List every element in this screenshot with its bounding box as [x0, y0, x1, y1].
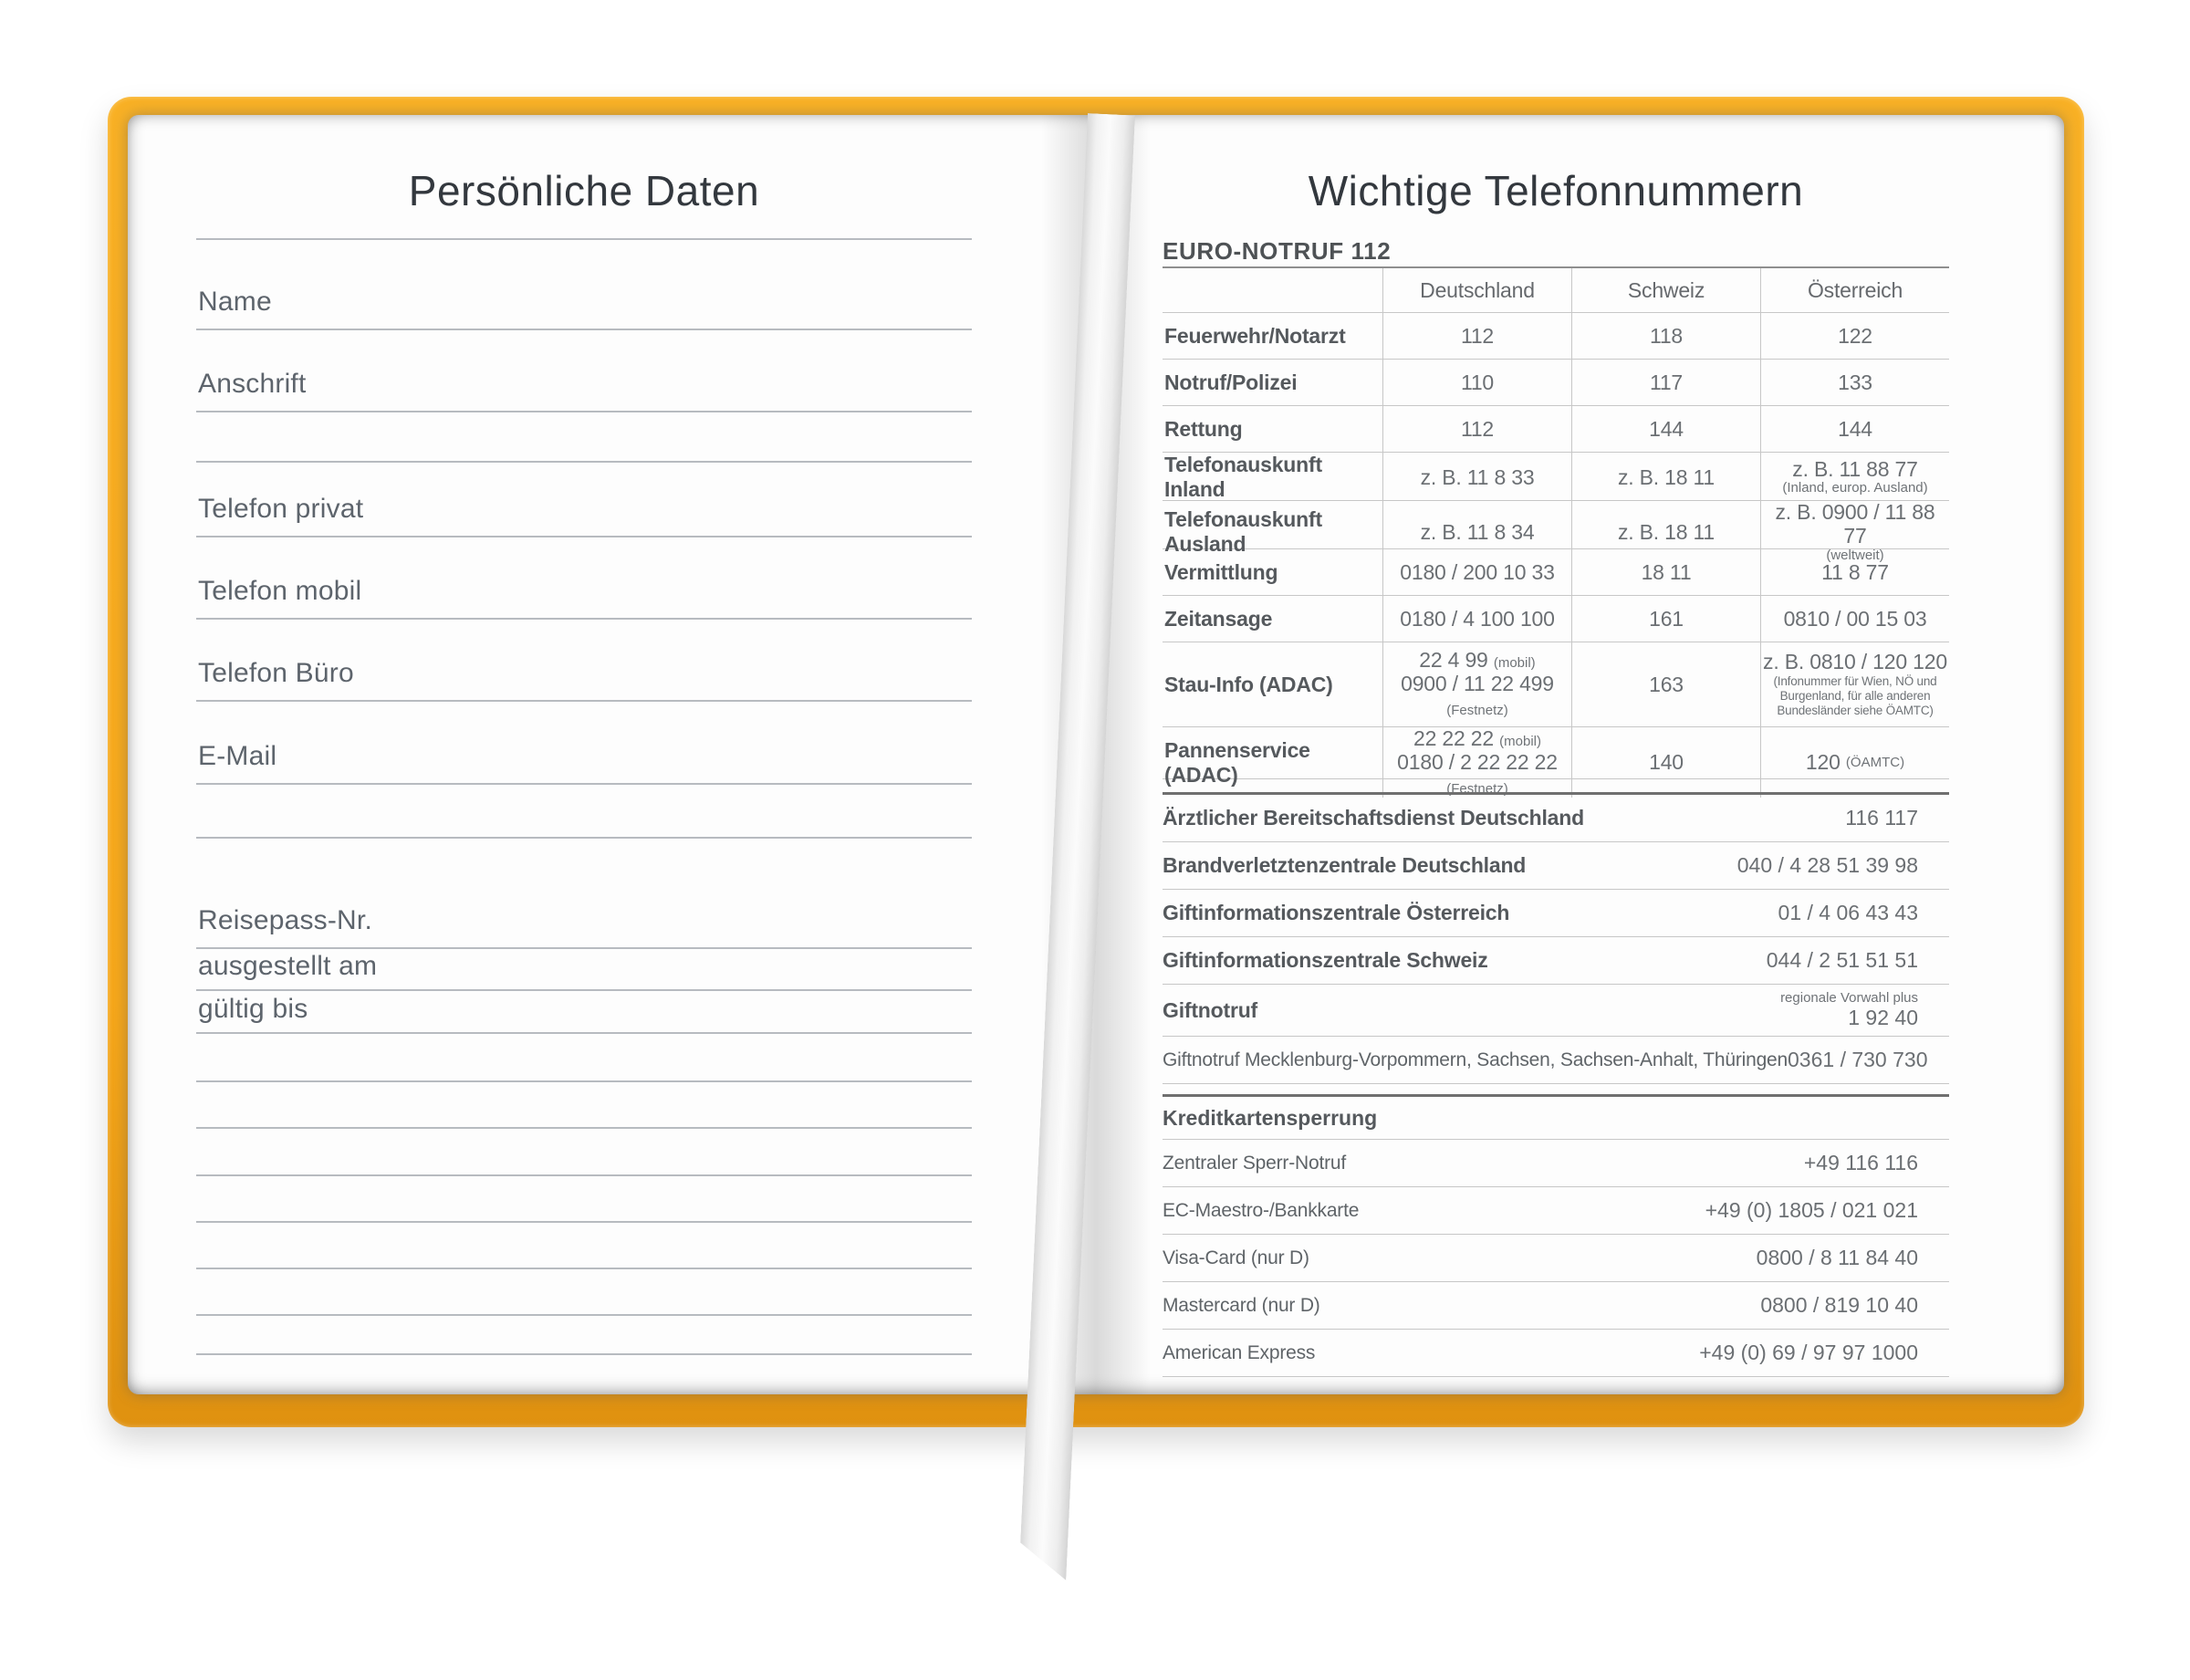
ruled-line [196, 1032, 972, 1034]
cell-at-value: 120 [1805, 750, 1841, 775]
ruled-line [196, 1080, 972, 1082]
cell-at: 133 [1760, 360, 1949, 405]
list-row [1163, 842, 1949, 890]
list-row [1163, 985, 1949, 1037]
list-value-note: regionale Vorwahl plus [1780, 990, 1918, 1007]
table-row [1163, 313, 1949, 360]
cell-de-line1: 22 4 99 (mobil) [1419, 648, 1536, 673]
cell-de: 110 [1382, 360, 1571, 405]
field-label-telefon-privat: Telefon privat [198, 494, 364, 524]
ruled-line [196, 329, 972, 330]
list-label: Giftnotruf [1163, 997, 1258, 1022]
cell-de: 0180 / 4 100 100 [1382, 596, 1571, 642]
list-value: +49 116 116 [1803, 1151, 1918, 1174]
cell-de: 0180 / 200 10 33 [1382, 549, 1571, 595]
cell-de: 112 [1382, 406, 1571, 452]
cell-de [1382, 642, 1571, 726]
list-label: Brandverletztenzentrale Deutschland [1163, 853, 1527, 877]
list-label: Mastercard (nur D) [1163, 1294, 1320, 1316]
list-row [1163, 1282, 1949, 1330]
cell-ch: 18 11 [1571, 549, 1760, 595]
cell-at: 11 8 77 [1760, 549, 1949, 595]
list-value: +49 (0) 1805 / 021 021 [1705, 1198, 1918, 1222]
table-header-deutschland: Deutschland [1382, 268, 1571, 312]
list-value: 0800 / 8 11 84 40 [1756, 1246, 1918, 1269]
list-value: +49 (0) 69 / 97 97 1000 [1699, 1341, 1918, 1364]
cell-at-value: z. B. 11 88 77 [1792, 456, 1918, 481]
cell-de: z. B. 11 8 34 [1382, 501, 1571, 563]
cell-at-value: z. B. 0900 / 11 88 77 [1775, 500, 1935, 548]
ruled-line [196, 618, 972, 620]
cell-de-line2: 0180 / 2 22 22 22 (Festnetz) [1397, 749, 1558, 797]
cell-de: z. B. 11 8 33 [1382, 453, 1571, 502]
row-label: Stau-Info (ADAC) [1164, 672, 1333, 696]
ruled-line [196, 238, 972, 240]
field-label-reisepass: Reisepass-Nr. [198, 905, 372, 935]
cell-de-line1: 22 22 22 (mobil) [1413, 726, 1541, 750]
table-row [1163, 596, 1949, 642]
field-label-telefon-mobil: Telefon mobil [198, 576, 362, 606]
cell-ch: 161 [1571, 596, 1760, 642]
cell-ch: 144 [1571, 406, 1760, 452]
emergency-numbers-table [1163, 266, 1949, 797]
row-label: Zeitansage [1164, 606, 1273, 631]
cell-ch: 118 [1571, 313, 1760, 359]
cell-ch: 140 [1571, 727, 1760, 798]
table-header-schweiz: Schweiz [1571, 268, 1760, 312]
list-value: 044 / 2 51 51 51 [1766, 948, 1918, 972]
cell-at-value: z. B. 0810 / 120 120 [1763, 650, 1947, 674]
cell-de-line2: 0900 / 11 22 499 (Festnetz) [1401, 672, 1554, 718]
list-row [1163, 1330, 1949, 1377]
cell-ch: 163 [1571, 642, 1760, 726]
cell-at-note: (ÖAMTC) [1845, 755, 1905, 771]
ruled-line [196, 989, 972, 991]
list-value: 0361 / 730 730 [1788, 1048, 1928, 1071]
cell-at [1760, 453, 1949, 502]
ruled-line [196, 1174, 972, 1176]
table-row [1163, 726, 1949, 797]
list-label: Giftnotruf Mecklenburg-Vorpommern, Sachsen, Sachsen-Anhalt, Thüringen [1163, 1049, 1788, 1070]
table-row [1163, 406, 1949, 453]
ruled-line [196, 700, 972, 702]
list-row [1163, 937, 1949, 985]
list-value: 040 / 4 28 51 39 98 [1736, 853, 1918, 877]
list-label: American Express [1163, 1341, 1316, 1363]
cell-at [1760, 642, 1949, 726]
list-value [1780, 991, 1949, 1029]
list-row [1163, 1037, 1949, 1084]
ruled-line [196, 837, 972, 839]
row-label: Telefonauskunft Inland [1164, 453, 1322, 501]
table-row [1163, 360, 1949, 406]
emergency-services-list [1163, 792, 1949, 1084]
euro-notruf-heading: EURO-NOTRUF 112 [1163, 237, 1392, 265]
ruled-line [196, 947, 972, 949]
right-page [1163, 115, 1949, 1394]
list-value: 116 117 [1845, 806, 1918, 830]
cell-de: 112 [1382, 313, 1571, 359]
list-value-number: 1 92 40 [1848, 1005, 1918, 1029]
field-label-telefon-buero: Telefon Büro [198, 658, 354, 688]
row-label: Telefonauskunft Ausland [1164, 507, 1322, 557]
cell-ch: z. B. 18 11 [1571, 453, 1760, 502]
cell-de [1382, 727, 1571, 798]
cell-at-note: (weltweit) [1826, 547, 1884, 563]
table-header-empty [1163, 268, 1382, 312]
list-label: EC-Maestro-/Bankkarte [1163, 1199, 1360, 1221]
section-heading-row [1163, 1097, 1949, 1140]
field-label-anschrift: Anschrift [198, 369, 307, 399]
ruled-line [196, 1314, 972, 1316]
cell-at: 122 [1760, 313, 1949, 359]
field-label-email: E-Mail [198, 741, 277, 771]
list-row [1163, 890, 1949, 937]
list-label: Giftinformationszentrale Österreich [1163, 901, 1510, 924]
table-row [1163, 642, 1949, 727]
row-label: Vermittlung [1164, 559, 1278, 584]
list-label: Ärztlicher Bereitschaftsdienst Deutschland [1163, 806, 1584, 830]
cell-at-note: (Inland, europ. Ausland) [1782, 480, 1928, 496]
table-row [1163, 500, 1949, 563]
ruled-line [196, 411, 972, 412]
ruled-line [196, 1353, 972, 1355]
credit-card-blocking-list [1163, 1094, 1949, 1377]
ruled-line [196, 1268, 972, 1269]
ruled-line [196, 461, 972, 463]
cell-at-note: (Infonummer für Wien, NÖ und Burgenland, für alle anderen Bundesländer siehe ÖAMTC) [1773, 673, 1937, 717]
ruled-line [196, 783, 972, 785]
cell-at: 144 [1760, 406, 1949, 452]
list-row [1163, 1140, 1949, 1187]
right-page-title: Wichtige Telefonnummern [1308, 167, 1804, 214]
cell-ch: 117 [1571, 360, 1760, 405]
list-label: Giftinformationszentrale Schweiz [1163, 948, 1488, 972]
table-header-row [1163, 268, 1949, 313]
list-value: 0800 / 819 10 40 [1760, 1293, 1918, 1317]
field-label-ausgestellt: ausgestellt am [198, 951, 378, 981]
table-row [1163, 453, 1949, 501]
row-label: Notruf/Polizei [1164, 370, 1298, 394]
list-row [1163, 795, 1949, 842]
list-label: Visa-Card (nur D) [1163, 1247, 1309, 1268]
cell-at: 0810 / 00 15 03 [1760, 596, 1949, 642]
field-label-name: Name [198, 287, 272, 317]
cell-at [1760, 727, 1949, 798]
cell-ch: z. B. 18 11 [1571, 501, 1760, 563]
row-label: Feuerwehr/Notarzt [1164, 323, 1346, 348]
left-page-title: Persönliche Daten [408, 167, 760, 214]
table-row [1163, 549, 1949, 596]
row-label: Pannenservice (ADAC) [1164, 737, 1310, 787]
table-header-oesterreich: Österreich [1760, 268, 1949, 312]
ruled-line [196, 1221, 972, 1223]
row-label: Rettung [1164, 416, 1243, 441]
section-heading: Kreditkartensperrung [1163, 1105, 1378, 1130]
list-row [1163, 1235, 1949, 1282]
ruled-line [196, 536, 972, 537]
ruled-line [196, 1127, 972, 1129]
field-label-gueltig: gültig bis [198, 994, 308, 1024]
list-value: 01 / 4 06 43 43 [1778, 901, 1918, 924]
left-page [128, 115, 1096, 1394]
list-label: Zentraler Sperr-Notruf [1163, 1152, 1346, 1174]
list-row [1163, 1187, 1949, 1235]
